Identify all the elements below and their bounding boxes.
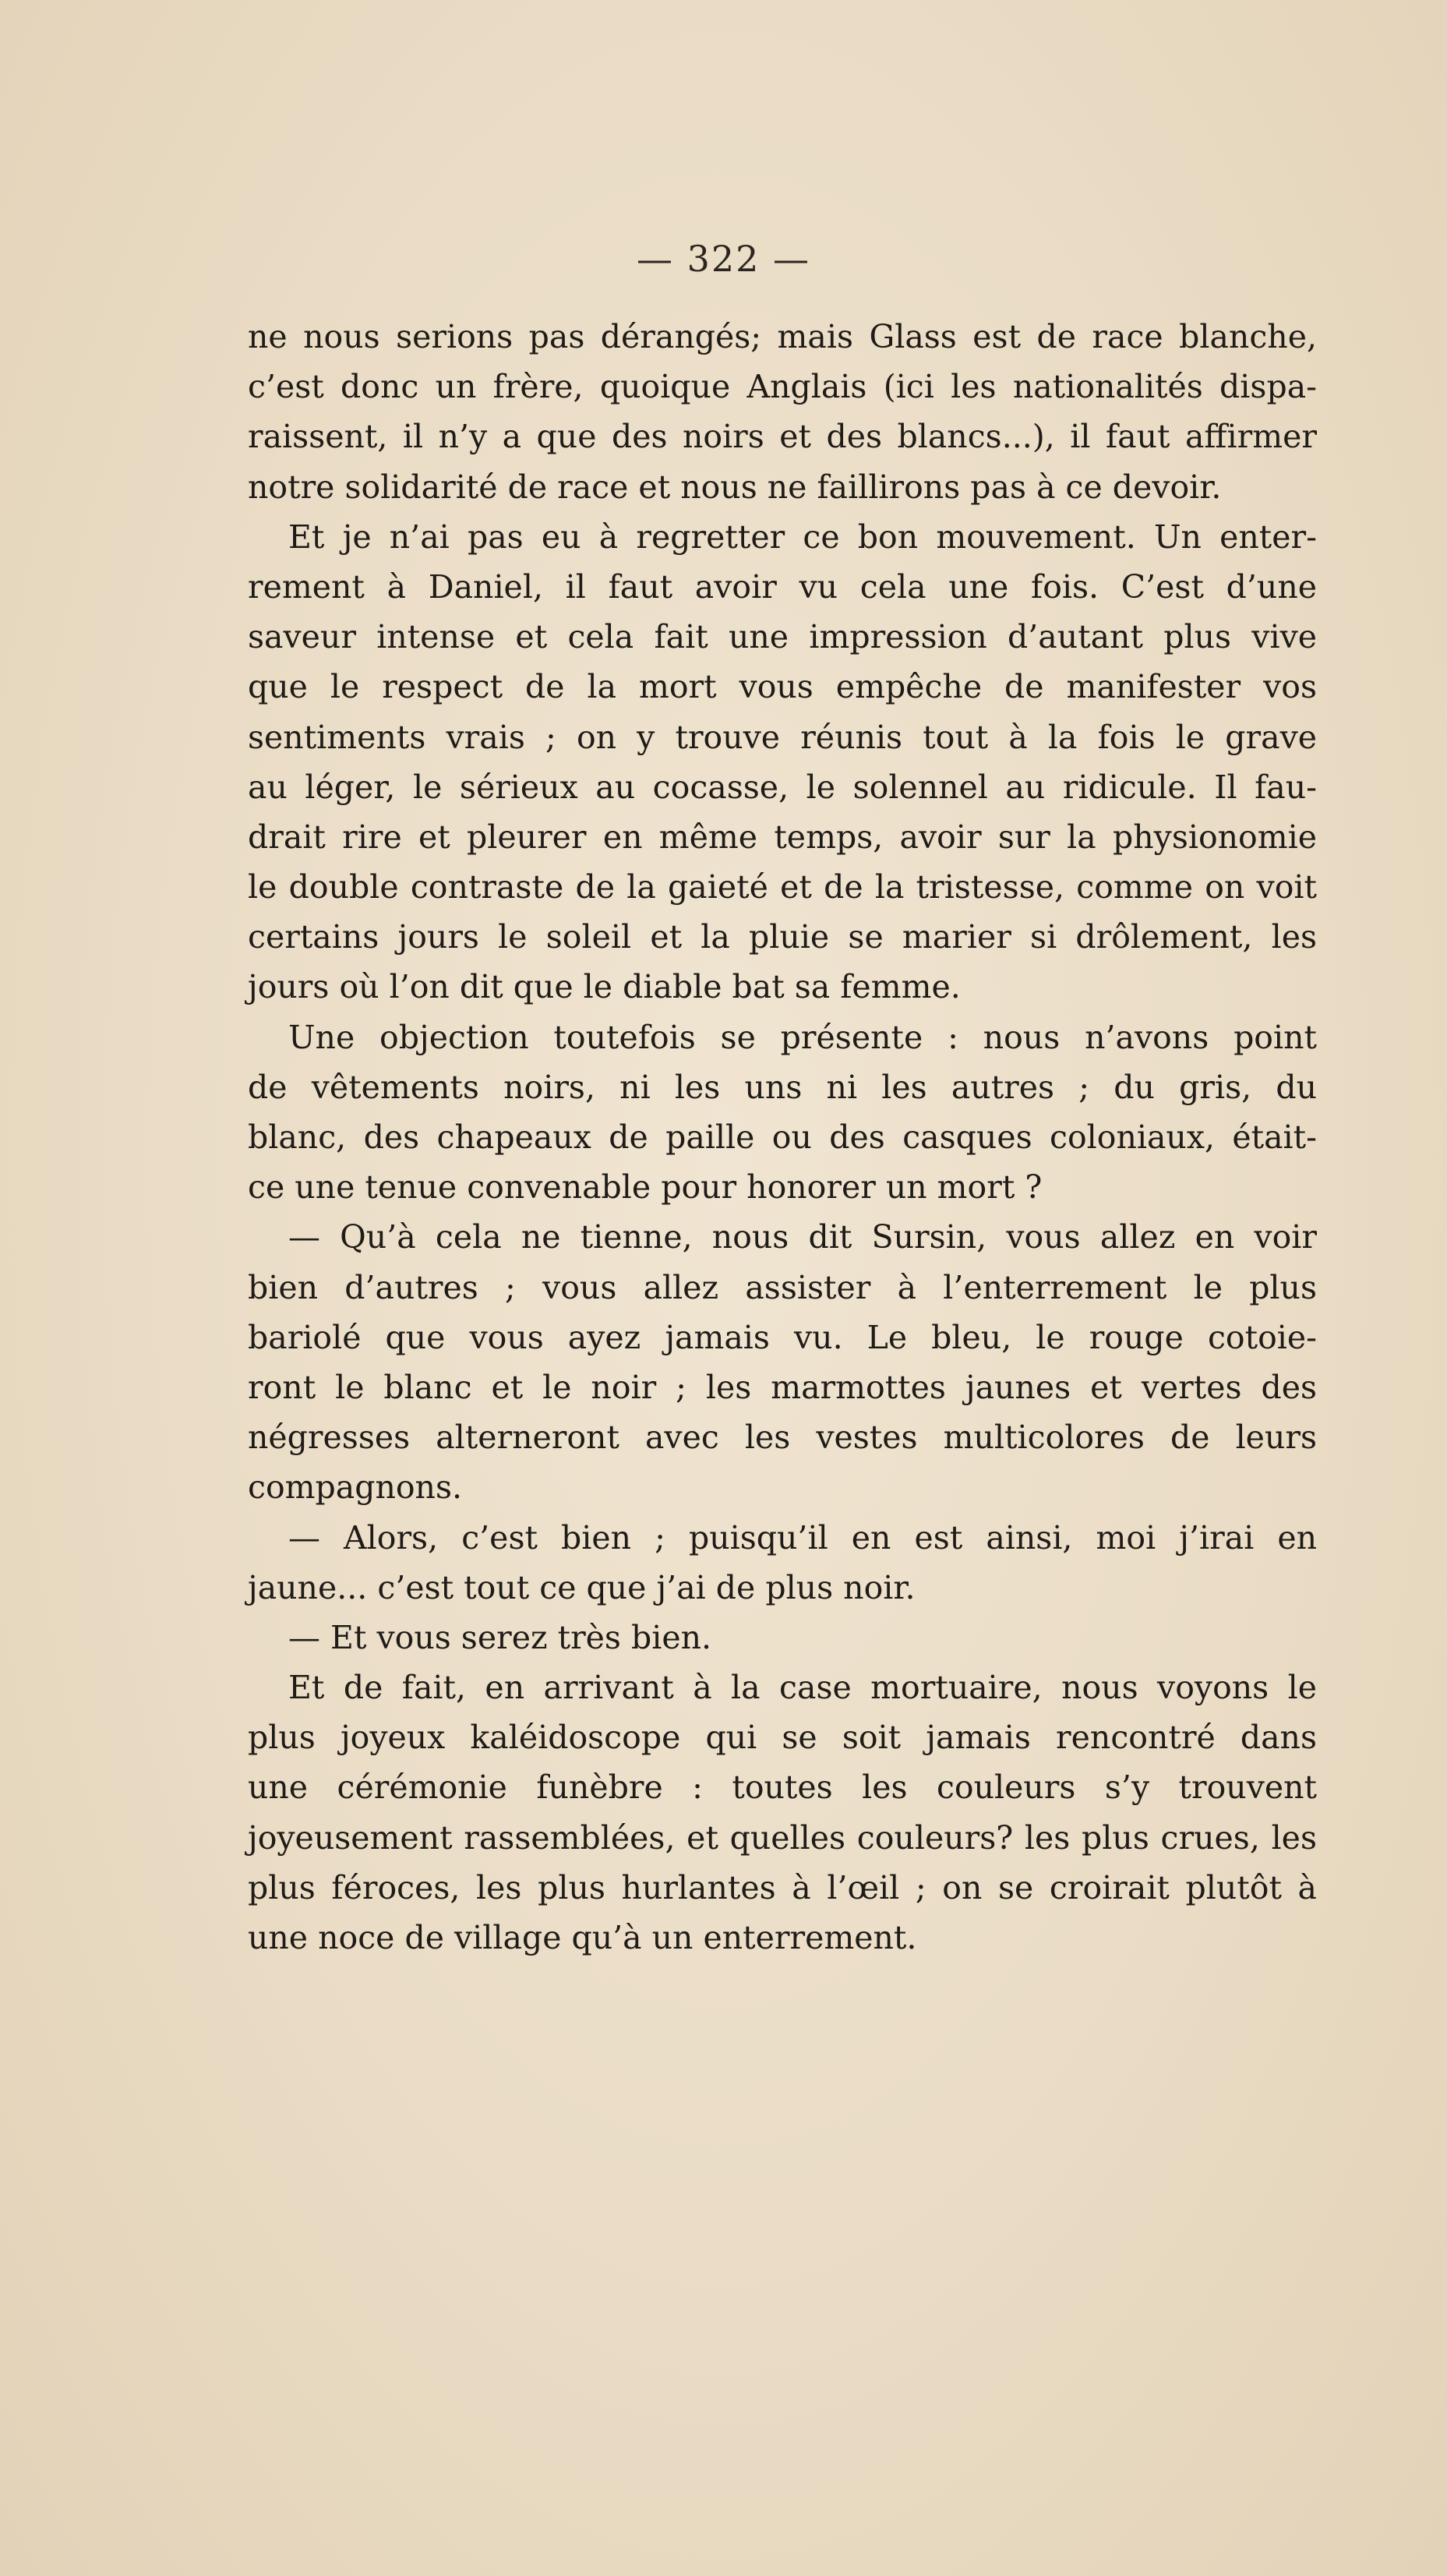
text-line: blanc, des chapeaux de paille ou des casques coloniaux, était- (248, 1118, 1317, 1156)
text-line: bariolé que vous ayez jamais vu. Le bleu, le rouge cotoie- (248, 1318, 1317, 1356)
text-line: de vêtements noirs, ni les uns ni les autres ; du gris, du (248, 1068, 1317, 1106)
text-line: négresses alterneront avec les vestes multicolores de leurs (248, 1419, 1317, 1457)
text-line: jours où l’on dit que le diable bat sa femme. (248, 968, 961, 1006)
text-line: au léger, le sérieux au cocasse, le solennel au ridicule. Il fau- (248, 768, 1317, 806)
text-line: saveur intense et cela fait une impression d’autant plus vive (248, 618, 1317, 656)
text-line: jaune... c’est tout ce que j’ai de plus noir. (248, 1568, 916, 1606)
text-line: — Alors, c’est bien ; puisqu’il en est ainsi, moi j’irai en (288, 1518, 1317, 1557)
text-line: une noce de village qu’à un enterrement. (248, 1919, 917, 1956)
text-line: notre solidarité de race et nous ne faillirons pas à ce devoir. (248, 468, 1222, 506)
text-line: raissent, il n’y a que des noirs et des blancs...), il faut affirmer (248, 418, 1317, 456)
text-line: Une objection toutefois se présente : nous n’avons point (288, 1018, 1317, 1056)
text-line: ce une tenue convenable pour honorer un mort ? (248, 1168, 1043, 1207)
text-line: bien d’autres ; vous allez assister à l’enterrement le plus (248, 1268, 1317, 1306)
page-number: — 322 — (636, 238, 811, 280)
text-line: plus joyeux kaléidoscope qui se soit jamais rencontré dans (248, 1719, 1317, 1757)
text-line: rement à Daniel, il faut avoir vu cela une fois. C’est d’une (248, 567, 1317, 606)
text-line: joyeusement rassemblées, et quelles couleurs? les plus crues, les (248, 1818, 1317, 1857)
text-line: que le respect de la mort vous empêche de manifester vos (248, 668, 1317, 706)
text-line: ne nous serions pas dérangés; mais Glass est de race blanche, (248, 318, 1317, 355)
text-line: le double contraste de la gaieté et de la tristesse, comme on voit (248, 868, 1317, 906)
text-line: certains jours le soleil et la pluie se marier si drôlement, les (248, 918, 1317, 956)
text-line: — Qu’à cela ne tienne, nous dit Sursin, vous allez en voir (288, 1218, 1317, 1256)
text-line: Et de fait, en arrivant à la case mortuaire, nous voyons le (288, 1669, 1317, 1707)
text-line: drait rire et pleurer en même temps, avoir sur la physionomie (248, 818, 1317, 856)
text-line: Et je n’ai pas eu à regretter ce bon mouvement. Un enter- (288, 518, 1317, 556)
text-line: ront le blanc et le noir ; les marmottes jaunes et vertes des (248, 1368, 1317, 1406)
text-line: une cérémonie funèbre : toutes les couleurs s’y trouvent (248, 1769, 1317, 1807)
body-text (248, 312, 1317, 1963)
text-line: plus féroces, les plus hurlantes à l’œil ; on se croirait plutôt à (248, 1868, 1317, 1906)
text-line: sentiments vrais ; on y trouve réunis tout à la fois le grave (248, 718, 1317, 756)
text-line: c’est donc un frère, quoique Anglais (ici les nationalités dispa- (248, 368, 1317, 406)
text-line: — Et vous serez très bien. (288, 1618, 712, 1656)
text-line: compagnons. (248, 1468, 463, 1507)
